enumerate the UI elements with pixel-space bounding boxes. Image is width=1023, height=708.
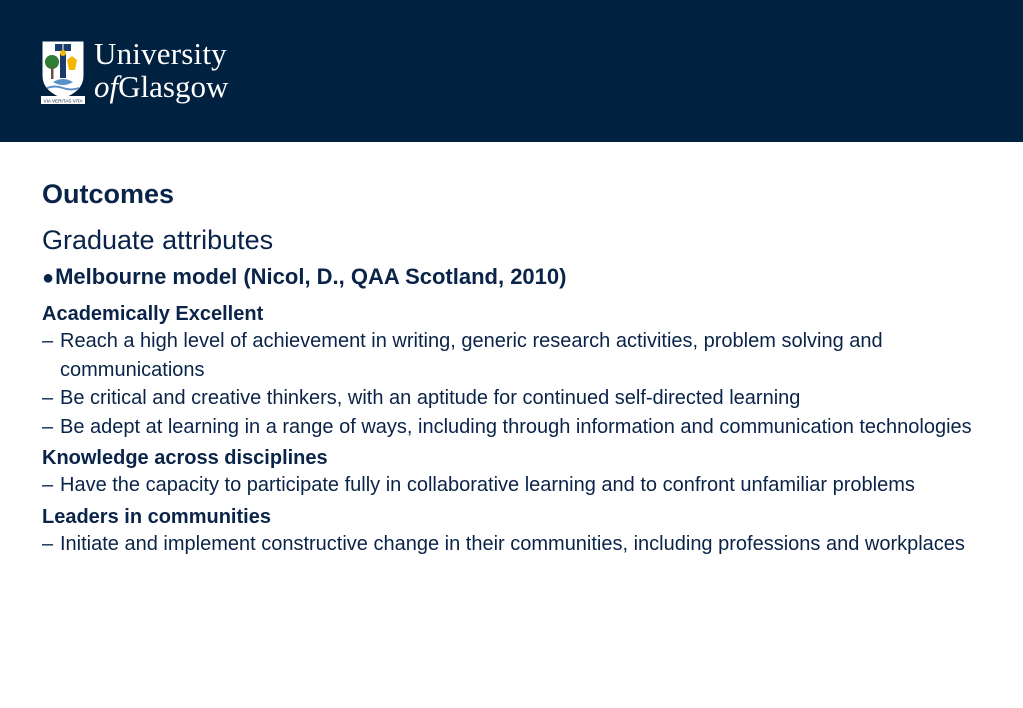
university-logo[interactable] — [41, 38, 228, 104]
list-item-text: Initiate and implement constructive change in their communities, including professions and workplaces — [60, 532, 965, 555]
wordmark-of: of — [94, 69, 119, 104]
bullet-icon: ● — [42, 267, 55, 289]
list-item — [42, 384, 982, 413]
list-item-text: Reach a high level of achievement in writing, generic research activities, problem solving and communications — [60, 330, 883, 381]
section-heading: Knowledge across disciplines — [42, 447, 328, 469]
wordmark-glasgow: Glasgow — [118, 69, 229, 104]
motto-text: VIA VERITAS VITA — [43, 98, 83, 104]
model-bullet — [42, 264, 982, 291]
dash-icon: – — [42, 532, 54, 555]
dash-icon: – — [42, 415, 54, 438]
dash-icon: – — [42, 330, 54, 352]
section-academically-excellent — [42, 301, 982, 441]
section-heading: Leaders in communities — [42, 505, 271, 528]
dash-icon: – — [42, 474, 54, 496]
wordmark-university: University — [94, 36, 227, 71]
crest-icon — [41, 38, 85, 104]
list-item — [42, 327, 982, 384]
wordmark — [94, 38, 228, 102]
list-item-text: Be critical and creative thinkers, with an aptitude for continued self-directed learning — [60, 387, 801, 409]
list-item — [42, 530, 982, 559]
section-leaders-in-communities — [42, 504, 982, 559]
wordmark-of-glasgow — [94, 71, 228, 102]
slide-subtitle: Graduate attributes — [42, 225, 274, 255]
list-item-text: Be adept at learning in a range of ways, including through information and communication technologies — [60, 415, 972, 438]
model-text: Melbourne model (Nicol, D., QAA Scotland, 2010) — [55, 264, 567, 289]
list-item — [42, 471, 982, 500]
slide-title: Outcomes — [42, 179, 175, 209]
list-item — [42, 413, 982, 442]
section-heading: Academically Excellent — [42, 303, 264, 325]
header-banner — [0, 0, 1023, 142]
section-knowledge-across-disciplines — [42, 445, 982, 500]
list-item-text: Have the capacity to participate fully in collaborative learning and to confront unfamiliar problems — [60, 474, 915, 496]
slide-content — [42, 176, 982, 558]
dash-icon: – — [42, 387, 54, 409]
